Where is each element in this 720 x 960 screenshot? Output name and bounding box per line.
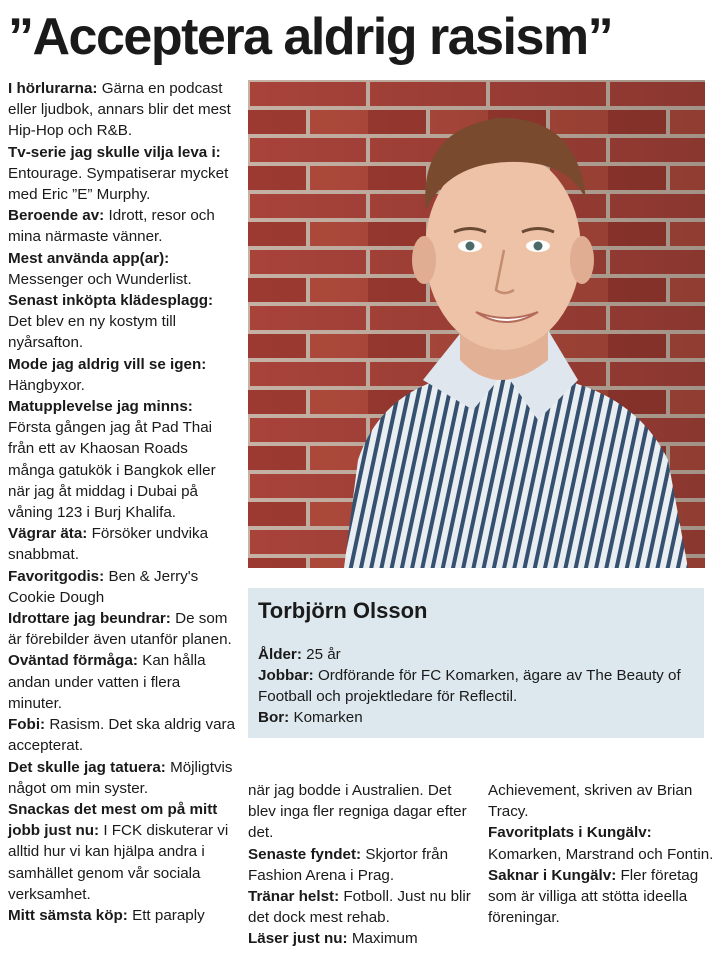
qa-item: [8, 650, 236, 714]
qa-item: [8, 396, 236, 523]
fact-age-label: Ålder:: [258, 646, 302, 663]
qa-answer: Messenger och Wunderlist.: [8, 270, 192, 288]
qa-item: [8, 290, 236, 354]
qa-question: Mode jag aldrig vill se igen:: [8, 355, 207, 373]
qa-item: [8, 78, 236, 142]
qa-item: [8, 248, 236, 290]
qa-item: [8, 205, 236, 247]
qa-answer: Fler företag som är villiga att stötta ideella föreningar.: [488, 866, 699, 927]
fact-job-label: Jobbar:: [258, 667, 314, 684]
qa-item: [488, 865, 714, 929]
headline: ”Acceptera aldrig rasism”: [8, 8, 613, 66]
qa-answer: Fotboll. Just nu blir det dock mest rehab.: [248, 888, 471, 927]
qa-question: Tränar helst:: [248, 888, 340, 906]
qa-question: Tv-serie jag skulle vilja leva i:: [8, 143, 221, 161]
qa-question: Favoritgodis:: [8, 567, 105, 585]
qa-answer: I FCK diskuterar vi alltid hur vi kan hjälpa andra i samhället genom vår sociala verksamhet.: [8, 822, 229, 903]
qa-item: [8, 799, 236, 905]
qa-answer: Hängbyxor.: [8, 376, 85, 394]
qa-answer: Gärna en podcast eller ljudbok, annars blir det mest Hip-Hop och R&B.: [8, 80, 231, 140]
fact-age-value: 25 år: [306, 646, 341, 663]
qa-answer: Skjortor från Fashion Arena i Prag.: [248, 845, 449, 884]
qa-item: [8, 523, 236, 565]
qa-item: [248, 886, 474, 928]
fact-job-value: Ordförande för FC Komarken, ägare av The Beauty of Football och projektledare för Reflectil.: [258, 667, 681, 705]
qa-item: [248, 844, 474, 886]
qa-question: Vägrar äta:: [8, 525, 88, 543]
qa-question: Idrottare jag beundrar:: [8, 610, 171, 628]
qa-question: Mest använda app(ar):: [8, 249, 170, 267]
interview-column-3: [488, 780, 714, 928]
qa-item: [248, 780, 474, 844]
qa-question: Mitt sämsta köp:: [8, 906, 128, 924]
qa-answer: Första gången jag åt Pad Thai från ett av Khaosan Roads många gatukök i Bangkok eller när jag åt middag i Dubai på våning 123 i Burj Khalifa.: [8, 419, 216, 522]
qa-answer: Ben & Jerry's Cookie Dough: [8, 567, 199, 606]
qa-item: [8, 757, 236, 799]
portrait-photo: [248, 80, 705, 568]
qa-question: I hörlurarna:: [8, 80, 98, 97]
qa-question: Oväntad förmåga:: [8, 652, 138, 670]
qa-answer: Entourage. Sympatiserar mycket med Eric ”E” Murphy.: [8, 164, 229, 204]
qa-item: [8, 142, 236, 206]
qa-answer: när jag bodde i Australien. Det blev inga fler regniga dagar efter det.: [248, 782, 467, 842]
qa-answer: Komarken, Marstrand och Fontin.: [488, 845, 714, 863]
qa-answer: Achievement, skriven av Brian Tracy.: [488, 782, 693, 821]
qa-item: [8, 608, 236, 650]
fact-home-label: Bor:: [258, 709, 290, 726]
qa-answer: Maximum: [351, 930, 418, 948]
interview-column-1: [8, 78, 236, 926]
qa-answer: Försöker undvika snabbmat.: [8, 525, 209, 564]
qa-question: Läser just nu:: [248, 930, 348, 948]
qa-question: Saknar i Kungälv:: [488, 866, 617, 884]
qa-item: [488, 780, 714, 822]
qa-question: Favoritplats i Kungälv:: [488, 824, 652, 842]
qa-question: Matupplevelse jag minns:: [8, 398, 193, 416]
qa-question: Snackas det mest om på mitt jobb just nu:: [8, 800, 218, 840]
qa-answer: Möjligtvis något om min syster.: [8, 758, 233, 797]
qa-item: [248, 928, 474, 949]
fact-home: [258, 707, 694, 728]
qa-answer: De som är förebilder även utanför planen.: [8, 610, 232, 649]
qa-question: Det skulle jag tatuera:: [8, 758, 166, 776]
fact-box: [248, 588, 704, 738]
qa-question: Senaste fyndet:: [248, 845, 362, 863]
qa-item: [8, 566, 236, 608]
qa-answer: Ett paraply: [132, 906, 205, 924]
qa-answer: Kan hålla andan under vatten i flera minuter.: [8, 652, 206, 712]
qa-answer: Idrott, resor och mina närmaste vänner.: [8, 207, 215, 246]
fact-home-value: Komarken: [293, 709, 363, 726]
interview-column-2: [248, 780, 474, 950]
qa-question: Senast inköpta klädesplagg:: [8, 292, 214, 310]
qa-question: Beroende av:: [8, 207, 105, 225]
fact-job: [258, 665, 694, 707]
qa-answer: Det blev en ny kostym till nyårsafton.: [8, 313, 176, 352]
qa-item: [8, 714, 236, 756]
qa-question: Fobi:: [8, 716, 46, 734]
fact-age: [258, 644, 694, 665]
qa-item: [8, 905, 236, 926]
qa-item: [8, 354, 236, 396]
person-name: Torbjörn Olsson: [258, 598, 428, 623]
qa-answer: Rasism. Det ska aldrig vara accepterat.: [8, 716, 236, 755]
qa-item: [488, 822, 714, 864]
